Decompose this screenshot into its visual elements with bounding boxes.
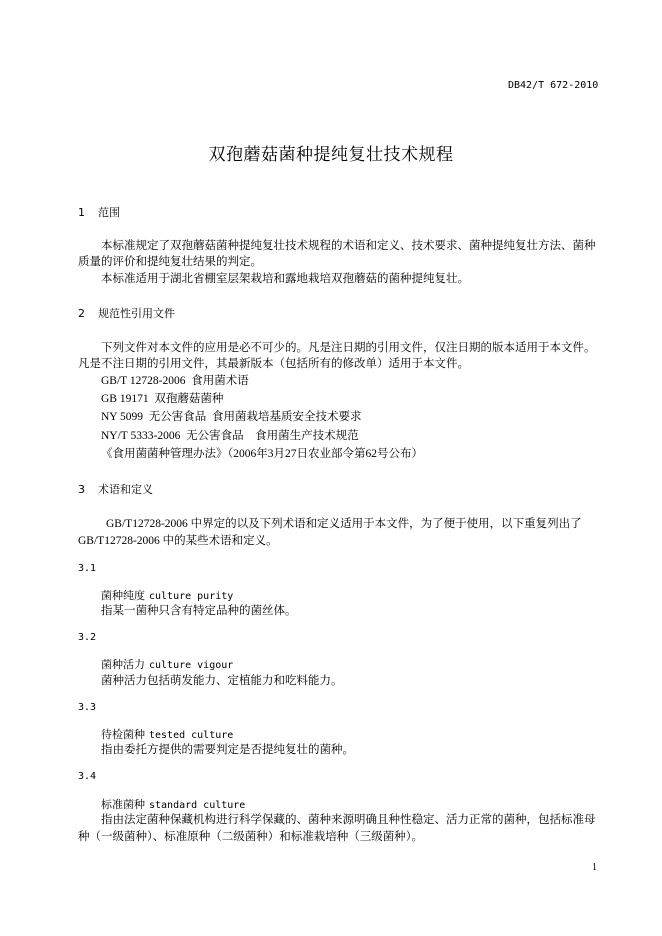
- section-title: 术语和定义: [98, 483, 153, 496]
- paragraph-line: 凡是不注日期的引用文件，其最新版本（包括所有的修改单）适用于本文件。: [78, 358, 469, 370]
- section-number: 3: [78, 483, 85, 496]
- term-number: 3.4: [78, 771, 97, 782]
- term-name-cn: 菌种活力: [101, 658, 145, 671]
- term-definition: 菌种活力包括萌发能力、定植能力和吃料能力。: [101, 675, 343, 687]
- term-name-en: culture purity: [149, 591, 234, 602]
- page-number: 1: [592, 862, 597, 873]
- term-heading: [101, 656, 233, 674]
- term-name-cn: 待检菌种: [101, 728, 145, 741]
- page-title: 双孢蘑菇菌种提纯复壮技术规程: [208, 145, 454, 165]
- reference-item: 《食用菌菌种管理办法》（2006年3月27日农业部令第62号公布）: [101, 448, 423, 460]
- term-name-cn: 菌种纯度: [101, 589, 145, 602]
- term-number: 3.1: [78, 563, 97, 574]
- term-name-en: tested culture: [149, 730, 234, 741]
- doc-code: DB42/T 672-2010: [508, 80, 599, 91]
- term-name-en: culture vigour: [149, 660, 234, 671]
- term-definition-continued: 种（一级菌种）、标准原种（二级菌种）和标准栽培种（三级菌种）。: [78, 831, 423, 843]
- term-definition: 指由法定菌种保藏机构进行科学保藏的、菌种来源明确且种性稳定、活力正常的菌种，包括标准母: [101, 814, 596, 826]
- section-2-heading: [78, 306, 175, 322]
- paragraph-line: GB/T12728-2006 中界定的以及下列术语和定义适用于本文件，为了便于使用，以下重复列出了: [106, 518, 582, 530]
- paragraph-line: GB/T12728-2006 中的某些术语和定义。: [78, 535, 278, 547]
- section-title: 范围: [98, 206, 120, 219]
- paragraph-line: 下列文件对本文件的应用是必不可少的。凡是注日期的引用文件，仅注日期的版本适用于本文件。: [101, 342, 596, 354]
- reference-item: NY/T 5333-2006 无公害食品 食用菌生产技术规范: [101, 430, 359, 442]
- paragraph-line: 本标准规定了双孢蘑菇菌种提纯复壮技术规程的术语和定义、技术要求、菌种提纯复壮方法、菌种: [101, 240, 596, 252]
- reference-item: GB/T 12728-2006 食用菌术语: [101, 375, 249, 387]
- term-definition: 指由委托方提供的需要判定是否提纯复壮的菌种。: [101, 744, 354, 756]
- section-number: 1: [78, 206, 85, 219]
- section-3-heading: [78, 482, 153, 498]
- section-title: 规范性引用文件: [98, 307, 175, 320]
- term-number: 3.3: [78, 702, 97, 713]
- term-definition: 指某一菌种只含有特定品种的菌丝体。: [101, 605, 297, 617]
- section-number: 2: [78, 307, 85, 320]
- section-1-heading: [78, 205, 120, 221]
- term-name-cn: 标准菌种: [101, 798, 145, 811]
- term-name-en: standard culture: [149, 800, 246, 811]
- paragraph-line: 质量的评价和提纯复壮结果的判定。: [78, 256, 262, 268]
- reference-item: NY 5099 无公害食品 食用菌栽培基质安全技术要求: [101, 411, 362, 423]
- term-number: 3.2: [78, 632, 97, 643]
- reference-item: GB 19171 双孢蘑菇菌种: [101, 393, 224, 405]
- paragraph-line: 本标准适用于湖北省棚室层架栽培和露地栽培双孢蘑菇的菌种提纯复壮。: [101, 273, 469, 285]
